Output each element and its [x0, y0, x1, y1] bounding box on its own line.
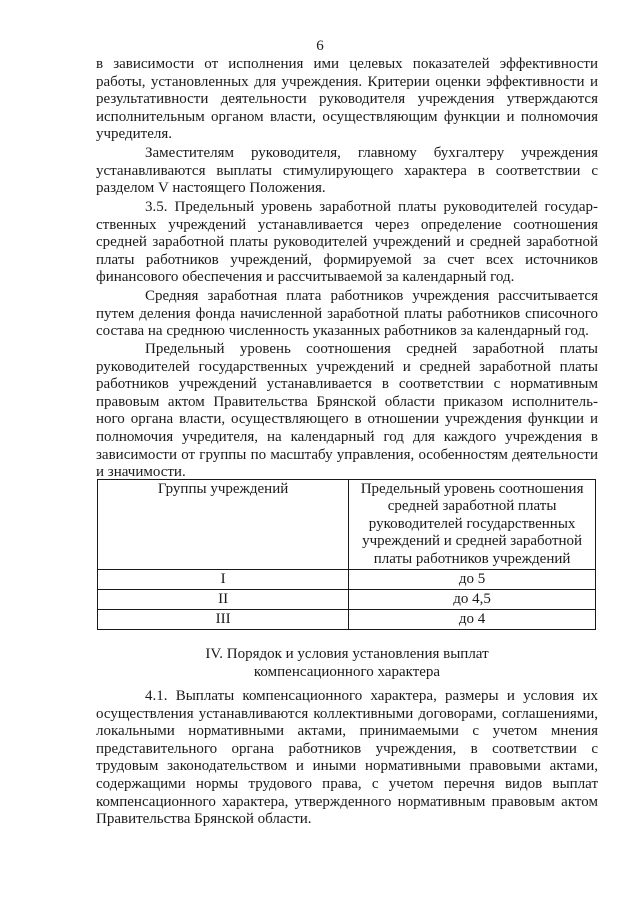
text-line: правовым актом Правительства Брянской области приказом исполнитель- — [96, 393, 598, 410]
table-header-groups: Группы учреждений — [98, 480, 349, 570]
text-line: платы работников учреждений, формируемой за счет всех источников — [96, 251, 598, 268]
text-line: руководителей государственных учреждений и средней заработной платы — [96, 358, 598, 375]
text-line: локальными нормативными актами, принимаемыми с учетом мнения — [96, 723, 598, 740]
table-cell-ratio: до 4 — [349, 610, 596, 630]
paragraph-limit-ratio — [96, 341, 598, 482]
table-cell-group: III — [98, 610, 349, 630]
text-line: средней заработной платы руководителей учреждений и средней заработной — [96, 234, 598, 251]
section-heading-line: компенсационного характера — [253, 664, 441, 680]
text-line: Средняя заработная плата работников учреждения рассчитывается — [145, 288, 598, 304]
text-line: 4.1. Выплаты компенсационного характера, размеры и условия их — [145, 688, 598, 704]
table-header-row — [98, 480, 596, 570]
text-line: трудовым законодательством и иными нормативными правовыми актами, — [96, 758, 598, 775]
text-line: состава на среднюю численность указанных работников за календарный год. — [96, 323, 589, 340]
table-header-line: платы работников учреждений — [373, 550, 571, 567]
paragraph-deputies-bonuses — [96, 145, 598, 198]
table-cell-group: II — [98, 590, 349, 610]
paragraph-3-5 — [96, 199, 598, 287]
text-line: работников учреждений устанавливается в соответствии с нормативным — [96, 376, 598, 393]
table-header-line: учреждений и средней заработной — [362, 533, 583, 550]
text-line: зависимости от группы по масштабу управления, особенностям деятельности — [96, 446, 598, 463]
section-heading-line: IV. Порядок и условия установления выплат — [205, 646, 489, 662]
text-line: финансового обеспечения и рассчитываемой за календарный год. — [96, 269, 515, 286]
limit-ratio-table — [97, 479, 596, 630]
text-line: исполнительным органом власти, осуществляющим функции и полномочия — [96, 108, 598, 125]
text-line: полномочия учредителя, на календарный год для каждого учреждения в — [96, 428, 598, 445]
text-line: Правительства Брянской области. — [96, 811, 312, 828]
table-cell-ratio: до 5 — [349, 570, 596, 590]
paragraph-continuation — [96, 56, 598, 144]
text-line: разделом V настоящего Положения. — [96, 180, 326, 197]
table-header-line: руководителей государственных — [368, 515, 576, 532]
text-line: компенсационного характера, утвержденного нормативным правовым актом — [96, 793, 598, 810]
table-row — [98, 570, 596, 590]
text-line: устанавливаются выплаты стимулирующего характера в соответствии с — [96, 162, 598, 179]
text-line: Заместителям руководителя, главному бухгалтеру учреждения — [145, 145, 598, 161]
text-line: ственных учреждений устанавливается через определение соотношения — [96, 216, 598, 233]
table-cell-ratio: до 4,5 — [349, 590, 596, 610]
table-header-ratio — [349, 480, 596, 570]
text-line: в зависимости от исполнения ими целевых показателей эффективности — [96, 56, 598, 72]
text-line: и значимости. — [96, 464, 186, 481]
text-line: ного органа власти, осуществляющего в отношении учреждения функции и — [96, 411, 598, 428]
table-row — [98, 610, 596, 630]
text-line: 3.5. Предельный уровень заработной платы руководителей государ- — [145, 199, 598, 215]
text-line: осуществления устанавливаются коллективными договорами, соглашениями, — [96, 705, 598, 722]
text-line: работы, установленных для учреждения. Критерии оценки эффективности и — [96, 73, 598, 90]
text-line: представительного органа работников учреждения, в соответствии с — [96, 740, 598, 757]
text-line: учредителя. — [96, 126, 173, 143]
page-number: 6 — [316, 38, 324, 54]
paragraph-average-salary — [96, 288, 598, 341]
table-row — [98, 590, 596, 610]
section-heading — [96, 645, 598, 681]
table-cell-group: I — [98, 570, 349, 590]
table-header-line: Предельный уровень соотношения — [360, 481, 584, 497]
text-line: Предельный уровень соотношения средней заработной платы — [145, 341, 598, 357]
text-line: содержащими нормы трудового права, с учетом перечня видов выплат — [96, 775, 598, 792]
paragraph-4-1 — [96, 688, 598, 829]
text-line: результативности деятельности руководителя учреждения утверждаются — [96, 91, 598, 108]
text-line: путем деления фонда начисленной заработной платы работников списочного — [96, 305, 598, 322]
table-header-line: средней заработной платы — [387, 498, 557, 515]
